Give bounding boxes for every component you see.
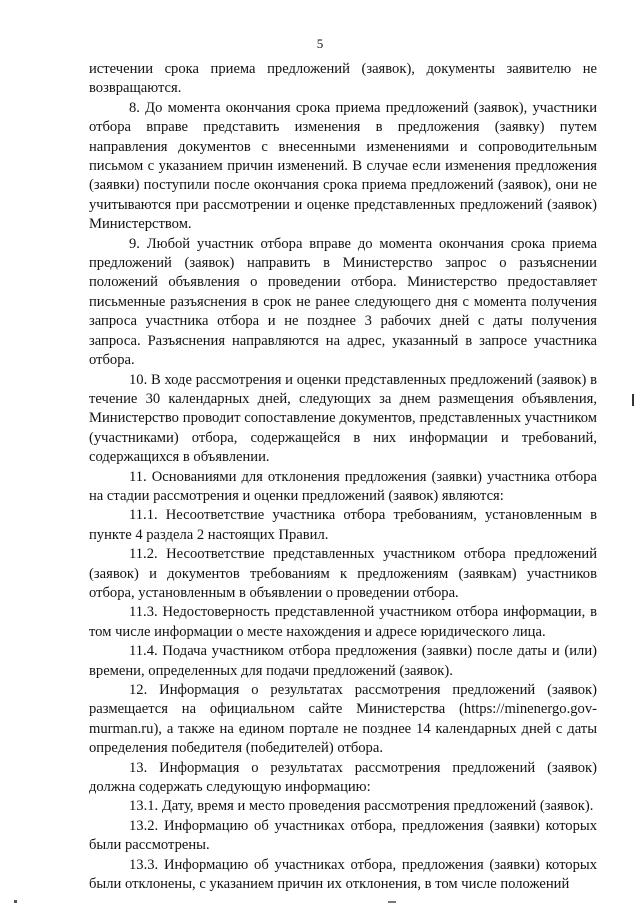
paragraph-continuation: истечении срока приема предложений (заявок), документы заявителю не возвращаются. xyxy=(89,61,597,97)
paragraph-item-11: 11. Основаниями для отклонения предложения (заявки) участника отбора на стадии рассмотрения и оценки предложений (заявок) являются: xyxy=(89,468,597,504)
paragraph-item-11-4: 11.4. Подача участником отбора предложения (заявки) после даты и (или) времени, определенных для подачи предложений (заявок). xyxy=(89,643,597,679)
paragraph-item-11-3: 11.3. Недостоверность представленной участником отбора информации, в том числе информации о месте нахождения и адресе юридического лица. xyxy=(89,604,597,640)
paragraph-item-13-3: 13.3. Информацию об участниках отбора, предложения (заявки) которых были отклонены, с указанием причин их отклонения, в том числе положений xyxy=(89,856,597,893)
document-body xyxy=(89,60,597,894)
scan-margin-mark xyxy=(632,394,634,406)
paragraph-item-9: 9. Любой участник отбора вправе до момента окончания срока приема предложений (заявок) направить в Министерство запрос о разъяснении положений объявления о проведении отбора. Министерство предоставляет письменные разъяснения в срок не ранее следующего дня с момента получения запроса участника отбора и не позднее 3 рабочих дней с даты получения запроса. Разъяснения направляются на адрес, указанный в запросе участника отбора. xyxy=(89,235,597,369)
paragraph-item-13-2: 13.2. Информацию об участниках отбора, предложения (заявки) которых были рассмотрены. xyxy=(89,817,597,854)
paragraph-item-11-1: 11.1. Несоответствие участника отбора требованиям, установленным в пункте 4 раздела 2 настоящих Правил. xyxy=(89,507,597,543)
paragraph-item-13-1: 13.1. Дату, время и место проведения рассмотрения предложений (заявок). xyxy=(129,798,594,815)
paragraph-item-13: 13. Информация о результатах рассмотрения предложений (заявок) должна содержать следующую информацию: xyxy=(89,759,597,796)
paragraph-item-11-2: 11.2. Несоответствие представленных участником отбора предложений (заявок) и документов требованиям к предложениям (заявкам) участников отбора, установленным в объявлении о проведении отбора. xyxy=(89,546,597,601)
scan-speck xyxy=(14,900,17,903)
page-number: 5 xyxy=(316,36,324,51)
paragraph-item-12: 12. Информация о результатах рассмотрения предложений (заявок) размещается на официальном сайте Министерства (https://minenergo.gov-murman.ru), а также на едином портале не позднее 14 календарных дней с даты определения победителя (победителей) отбора. xyxy=(89,682,597,757)
scan-speck xyxy=(388,901,396,903)
paragraph-item-10: 10. В ходе рассмотрения и оценки представленных предложений (заявок) в течение 30 календарных дней, следующих за днем размещения объявления, Министерство проводит сопоставление документов, представленных участником (участниками) отбора, содержащейся в них информации и требований, содержащихся в объявлении. xyxy=(89,371,597,466)
paragraph-item-8: 8. До момента окончания срока приема предложений (заявок), участники отбора вправе представить изменения в предложения (заявку) путем направления документов с внесенными изменениями и сопроводительным письмом с указанием причин изменений. В случае если изменения предложения (заявки) поступили после окончания срока приема предложений (заявок), они не учитываются при рассмотрении и оценке представленных предложений (заявок) Министерством. xyxy=(89,99,597,233)
